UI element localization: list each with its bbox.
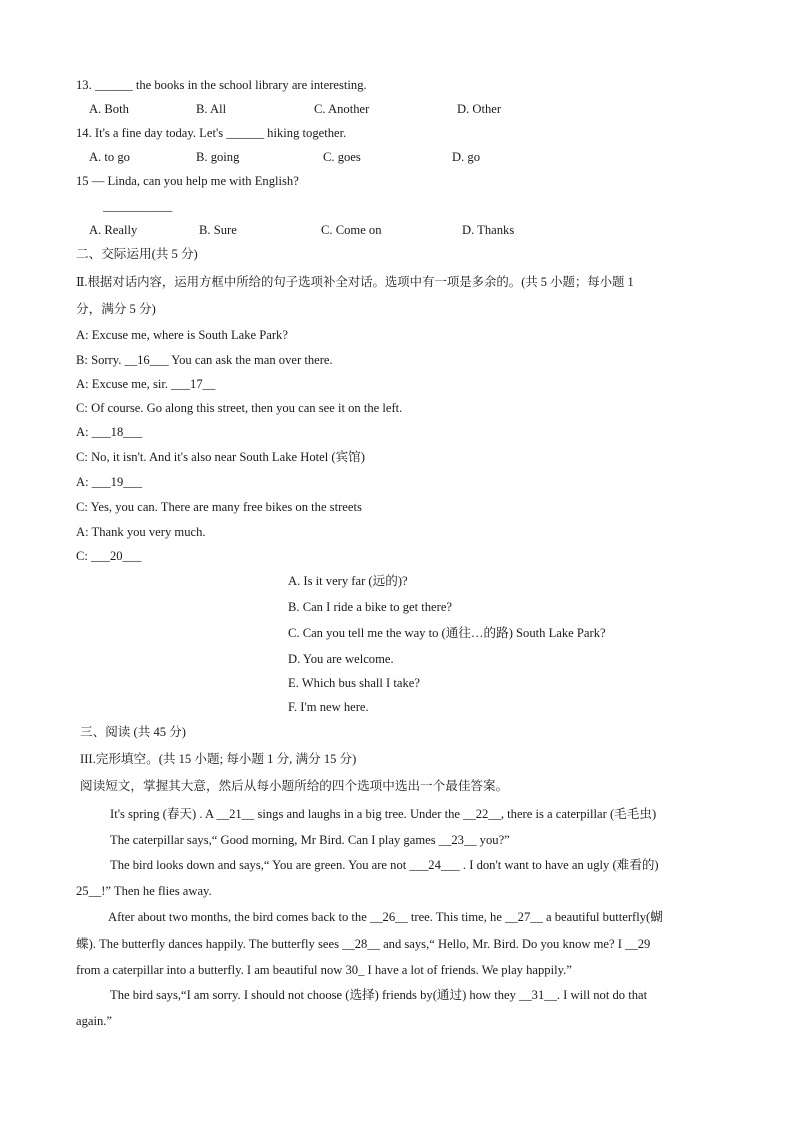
section-3-heading: 三、阅读 (共 45 分): [80, 725, 186, 739]
choice-b: B. Can I ride a bike to get there?: [288, 600, 453, 614]
dialogue-line: C: ___20___: [76, 549, 142, 563]
blank-18: ___18___: [91, 425, 143, 439]
choice-a: A. Is it very far (远的)?: [288, 574, 408, 588]
choice-f: F. I'm new here.: [288, 700, 369, 714]
dialogue-line: C: Yes, you can. There are many free bikes on the streets: [76, 500, 362, 514]
question-15-option-a: A. Really: [89, 223, 138, 237]
blank-20: ___20___: [91, 549, 142, 563]
question-14-option-d: D. go: [452, 150, 480, 164]
question-15-option-c: C. Come on: [321, 223, 382, 237]
question-15-stem: 15 — Linda, can you help me with English?: [76, 174, 299, 188]
question-14-stem: 14. It's a fine day today. Let's ______ hiking together.: [76, 126, 347, 140]
dialogue-line: C: No, it isn't. And it's also near South Lake Hotel (宾馆): [76, 450, 365, 464]
dialogue-line: B: Sorry. __16___ You can ask the man over there.: [76, 353, 333, 367]
question-14-option-c: C. goes: [323, 150, 361, 164]
question-15-option-d: D. Thanks: [462, 223, 515, 237]
passage-line: The bird looks down and says,“ You are green. You are not ___24___ . I don't want to have an ugly (难看的): [110, 858, 659, 872]
question-15-answer-blank: ___________: [103, 199, 173, 213]
question-13-stem: 13. ______ the books in the school library are interesting.: [76, 78, 367, 92]
passage-line: 蝶). The butterfly dances happily. The butterfly sees __28__ and says,“ Hello, Mr. Bird. Do you know me? I __29: [76, 937, 651, 951]
passage-line: from a caterpillar into a butterfly. I am beautiful now 30_ I have a lot of friends. We play happily.”: [76, 963, 572, 977]
blank-17: ___17__: [171, 377, 216, 391]
blank-19: ___19___: [91, 475, 143, 489]
question-13-option-b: B. All: [196, 102, 227, 116]
question-13-option-c: C. Another: [314, 102, 370, 116]
passage-line: The bird says,“I am sorry. I should not choose (选择) friends by(通过) how they __31__. I will not do that: [110, 988, 648, 1002]
question-13-option-a: A. Both: [89, 102, 129, 116]
blank-16: __16___: [124, 353, 169, 367]
choice-c: C. Can you tell me the way to (通往…的路) South Lake Park?: [288, 626, 606, 640]
section-2-instruction-line-2: 分，满分 5 分): [76, 302, 156, 316]
question-13-option-d: D. Other: [457, 102, 502, 116]
dialogue-line: A: Thank you very much.: [76, 525, 206, 539]
section-2-heading: 二、交际运用(共 5 分): [76, 247, 198, 261]
section-3-instruction: 阅读短文，掌握其大意，然后从每小题所给的四个选项中选出一个最佳答案。: [80, 779, 509, 793]
section-3-sub-heading: III.完形填空。(共 15 小题; 每小题 1 分, 满分 15 分): [80, 752, 357, 766]
passage-line: The caterpillar says,“ Good morning, Mr Bird. Can I play games __23__ you?”: [110, 833, 510, 847]
choice-e: E. Which bus shall I take?: [288, 676, 420, 690]
dialogue-line: A: ___18___: [76, 425, 143, 439]
question-14-option-b: B. going: [196, 150, 240, 164]
passage-line: It's spring (春天) . A __21__ sings and laughs in a big tree. Under the __22__, there is a caterpillar (毛毛虫): [110, 807, 657, 821]
passage-line: again.”: [76, 1014, 113, 1028]
dialogue-line: A: ___19___: [76, 475, 143, 489]
choice-d: D. You are welcome.: [288, 652, 394, 666]
passage-line: After about two months, the bird comes back to the __26__ tree. This time, he __27__ a beautiful butterfly(蝴: [108, 910, 663, 924]
question-14-option-a: A. to go: [89, 150, 130, 164]
question-15-option-b: B. Sure: [199, 223, 237, 237]
dialogue-line: C: Of course. Go along this street, then you can see it on the left.: [76, 401, 403, 415]
dialogue-line: A: Excuse me, sir. ___17__: [76, 377, 216, 391]
dialogue-line: A: Excuse me, where is South Lake Park?: [76, 328, 288, 342]
passage-line: 25__!” Then he flies away.: [76, 884, 212, 898]
section-2-instruction-line-1: Ⅱ.根据对话内容，运用方框中所给的句子选项补全对话。选项中有一项是多余的。(共 5 小题；每小题 1: [76, 275, 634, 289]
